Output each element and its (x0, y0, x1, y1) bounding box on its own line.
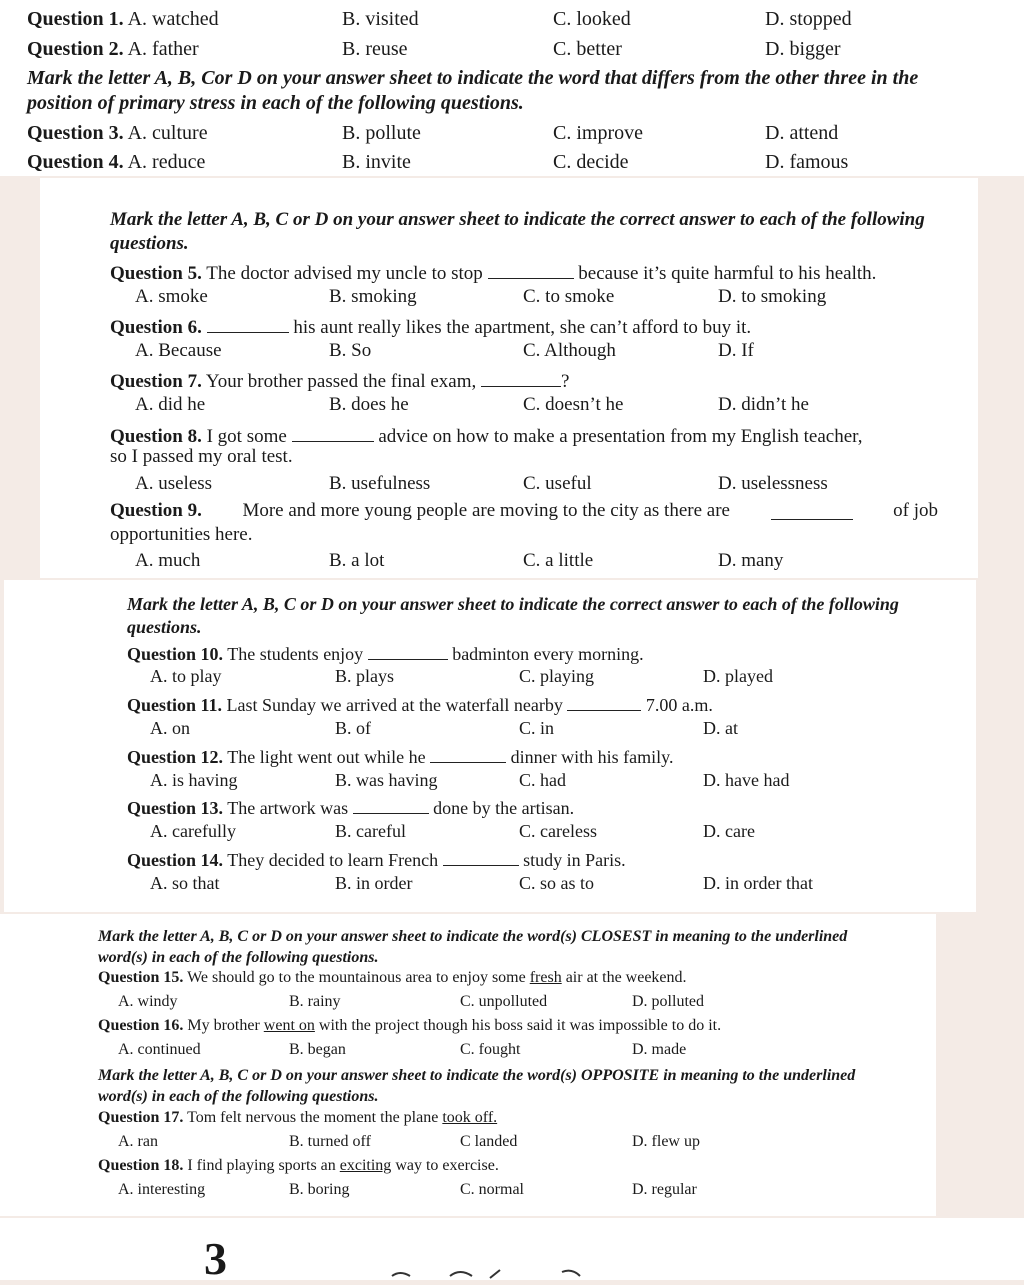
option-b: B. turned off (289, 1133, 371, 1150)
option-d: D. famous (765, 151, 849, 173)
option-b: B. invite (342, 151, 411, 173)
instruction-opposite: Mark the letter A, B, C or D on your answer sheet to indicate the word(s) OPPOSITE in meaning to the underlined word(s) in each of the following questions. (98, 1067, 856, 1105)
answer-blank (443, 847, 519, 866)
question-stem: Last Sunday we arrived at the waterfall nearby (226, 695, 563, 715)
question-label: Question 10. (127, 644, 224, 664)
question-stem: The doctor advised my uncle to stop (206, 263, 483, 284)
question-stem: The light went out while he (227, 747, 426, 767)
question-stem: The artwork was (227, 798, 349, 818)
option-b: B. careful (335, 821, 406, 841)
option-d: D. many (718, 550, 784, 571)
option-a: A. carefully (150, 821, 236, 841)
question-stem-end: 7.00 a.m. (645, 695, 713, 715)
question-stem-end: with the project though his boss said it was impossible to do it. (318, 1017, 722, 1034)
question-9-line2: opportunities here. (110, 524, 253, 545)
option-a: A. ran (118, 1133, 158, 1150)
question-stem-end: advice on how to make a presentation from my English teacher, (378, 426, 863, 447)
question-14 (127, 847, 626, 871)
question-stem: We should go to the mountainous area to enjoy some (187, 969, 526, 986)
question-2 (27, 38, 199, 61)
option-a: A. watched (127, 8, 219, 30)
option-b: B. began (289, 1041, 346, 1058)
question-5 (110, 259, 876, 285)
option-c: C. fought (460, 1041, 521, 1058)
option-a: A. useless (135, 473, 213, 494)
question-6 (110, 313, 751, 339)
question-stem-end: of job (893, 500, 938, 521)
option-a: A. windy (118, 993, 178, 1010)
option-b: B. plays (335, 666, 395, 686)
question-7 (110, 367, 569, 393)
question-stem: I got some (206, 426, 287, 447)
option-b: B. visited (342, 8, 419, 30)
question-stem-end: badminton every morning. (452, 644, 644, 664)
question-stem-end: because it’s quite harmful to his health. (578, 263, 877, 284)
option-d: D. didn’t he (718, 394, 809, 415)
option-c: C landed (460, 1133, 518, 1150)
option-c: C. to smoke (523, 286, 615, 307)
page-number: 3 (204, 1233, 227, 1284)
question-9 (110, 500, 938, 522)
underlined-word: exciting (339, 1157, 392, 1174)
question-label: Question 11. (127, 695, 223, 715)
question-12 (127, 744, 673, 768)
option-a: A. is having (150, 770, 238, 790)
option-c: C. Although (523, 340, 616, 361)
question-label: Question 5. (110, 263, 202, 284)
option-c: C. had (519, 770, 566, 790)
question-label: Question 14. (127, 850, 224, 870)
option-a: A. so that (150, 873, 220, 893)
answer-blank (481, 367, 561, 387)
option-b: B. So (329, 340, 372, 361)
question-15 (98, 969, 687, 987)
option-a: A. father (127, 38, 199, 60)
question-label: Question 12. (127, 747, 224, 767)
question-stem: Tom felt nervous the moment the plane (187, 1109, 439, 1126)
question-label: Question 13. (127, 798, 224, 818)
question-stem: Your brother passed the final exam, (205, 371, 477, 392)
question-stem-end: ? (561, 371, 570, 392)
answer-blank (430, 744, 506, 763)
option-b: B. a lot (329, 550, 385, 571)
option-c: C. a little (523, 550, 594, 571)
option-c: C. normal (460, 1181, 524, 1198)
question-label: Question 15. (98, 969, 184, 986)
question-label: Question 17. (98, 1109, 184, 1126)
option-a: A. reduce (127, 151, 206, 173)
option-d: D. played (703, 666, 773, 686)
underlined-word: fresh (529, 969, 562, 986)
option-c: C. better (553, 38, 622, 60)
question-3 (27, 122, 208, 145)
option-c: C. doesn’t he (523, 394, 624, 415)
question-stem: More and more young people are moving to the city as there are (242, 500, 730, 521)
option-b: B. was having (335, 770, 438, 790)
option-d: D. in order that (703, 873, 813, 893)
question-label: Question 6. (110, 317, 202, 338)
question-label: Question 2. (27, 38, 124, 60)
option-d: D. stopped (765, 8, 852, 30)
option-d: D. If (718, 340, 754, 361)
instruction-correct-answer-1: Mark the letter A, B, C or D on your answer sheet to indicate the correct answer to each of the following questions. (110, 209, 925, 254)
option-d: D. care (703, 821, 755, 841)
option-d: D. regular (632, 1181, 697, 1198)
option-a: A. much (135, 550, 201, 571)
option-a: A. smoke (135, 286, 208, 307)
question-stem-end: study in Paris. (523, 850, 626, 870)
option-d: D. made (632, 1041, 687, 1058)
answer-blank (292, 422, 374, 442)
option-c: C. useful (523, 473, 592, 494)
question-16 (98, 1017, 721, 1035)
option-a: A. Because (135, 340, 222, 361)
question-stem-end: done by the artisan. (433, 798, 575, 818)
answer-blank (488, 259, 574, 279)
answer-blank (353, 795, 429, 814)
question-11 (127, 692, 713, 716)
option-a: A. continued (118, 1041, 201, 1058)
question-8 (110, 422, 862, 448)
question-1 (27, 8, 219, 31)
question-stem: I find playing sports an (187, 1157, 336, 1174)
option-c: C. in (519, 718, 555, 738)
option-b: B. does he (329, 394, 409, 415)
handwriting-scribble-icon (390, 1262, 590, 1280)
question-stem-end: his aunt really likes the apartment, she can’t afford to buy it. (293, 317, 752, 338)
question-stem-end: dinner with his family. (510, 747, 674, 767)
option-c: C. improve (553, 122, 643, 144)
question-4 (27, 151, 205, 174)
question-10 (127, 641, 644, 665)
underlined-word: took off. (442, 1109, 498, 1126)
question-8-line2: so I passed my oral test. (110, 446, 293, 467)
option-b: B. pollute (342, 122, 421, 144)
option-c: C. so as to (519, 873, 595, 893)
underlined-word: went on (263, 1017, 315, 1034)
option-d: D. have had (703, 770, 790, 790)
option-d: D. polluted (632, 993, 704, 1010)
option-c: C. careless (519, 821, 597, 841)
option-b: B. rainy (289, 993, 341, 1010)
question-label: Question 18. (98, 1157, 184, 1174)
instruction-correct-answer-2: Mark the letter A, B, C or D on your answer sheet to indicate the correct answer to each of the following questions. (127, 594, 899, 637)
question-label: Question 9. (110, 500, 202, 521)
option-b: B. reuse (342, 38, 408, 60)
question-17 (98, 1109, 497, 1127)
instruction-closest: Mark the letter A, B, C or D on your answer sheet to indicate the word(s) CLOSEST in meaning to the underlined word(s) in each of the following questions. (98, 928, 848, 966)
question-stem: My brother (187, 1017, 260, 1034)
question-label: Question 3. (27, 122, 124, 144)
option-a: A. did he (135, 394, 206, 415)
answer-blank (207, 313, 289, 333)
instruction-stress: Mark the letter A, B, Cor D on your answer sheet to indicate the word that differs from the other three in the position of primary stress in each of the following questions. (27, 67, 919, 114)
option-c: C. unpolluted (460, 993, 548, 1010)
answer-blank (771, 500, 853, 520)
option-a: A. on (150, 718, 190, 738)
question-stem-end: way to exercise. (395, 1157, 499, 1174)
option-d: D. uselessness (718, 473, 828, 494)
option-d: D. bigger (765, 38, 841, 60)
question-label: Question 7. (110, 371, 202, 392)
question-label: Question 16. (98, 1017, 184, 1034)
option-a: A. culture (127, 122, 208, 144)
option-c: C. decide (553, 151, 629, 173)
option-b: B. in order (335, 873, 413, 893)
question-label: Question 1. (27, 8, 124, 30)
option-b: B. smoking (329, 286, 417, 307)
option-a: A. to play (150, 666, 222, 686)
answer-blank (567, 692, 641, 711)
option-d: D. attend (765, 122, 839, 144)
option-b: B. of (335, 718, 371, 738)
question-18 (98, 1157, 499, 1175)
question-13 (127, 795, 574, 819)
answer-blank (368, 641, 448, 660)
option-d: D. at (703, 718, 738, 738)
option-c: C. playing (519, 666, 594, 686)
question-stem: The students enjoy (227, 644, 364, 664)
question-label: Question 4. (27, 151, 124, 173)
option-d: D. to smoking (718, 286, 827, 307)
question-label: Question 8. (110, 426, 202, 447)
option-b: B. usefulness (329, 473, 431, 494)
question-stem-end: air at the weekend. (565, 969, 687, 986)
option-d: D. flew up (632, 1133, 700, 1150)
option-b: B. boring (289, 1181, 350, 1198)
option-a: A. interesting (118, 1181, 206, 1198)
option-c: C. looked (553, 8, 631, 30)
question-stem: They decided to learn French (227, 850, 439, 870)
